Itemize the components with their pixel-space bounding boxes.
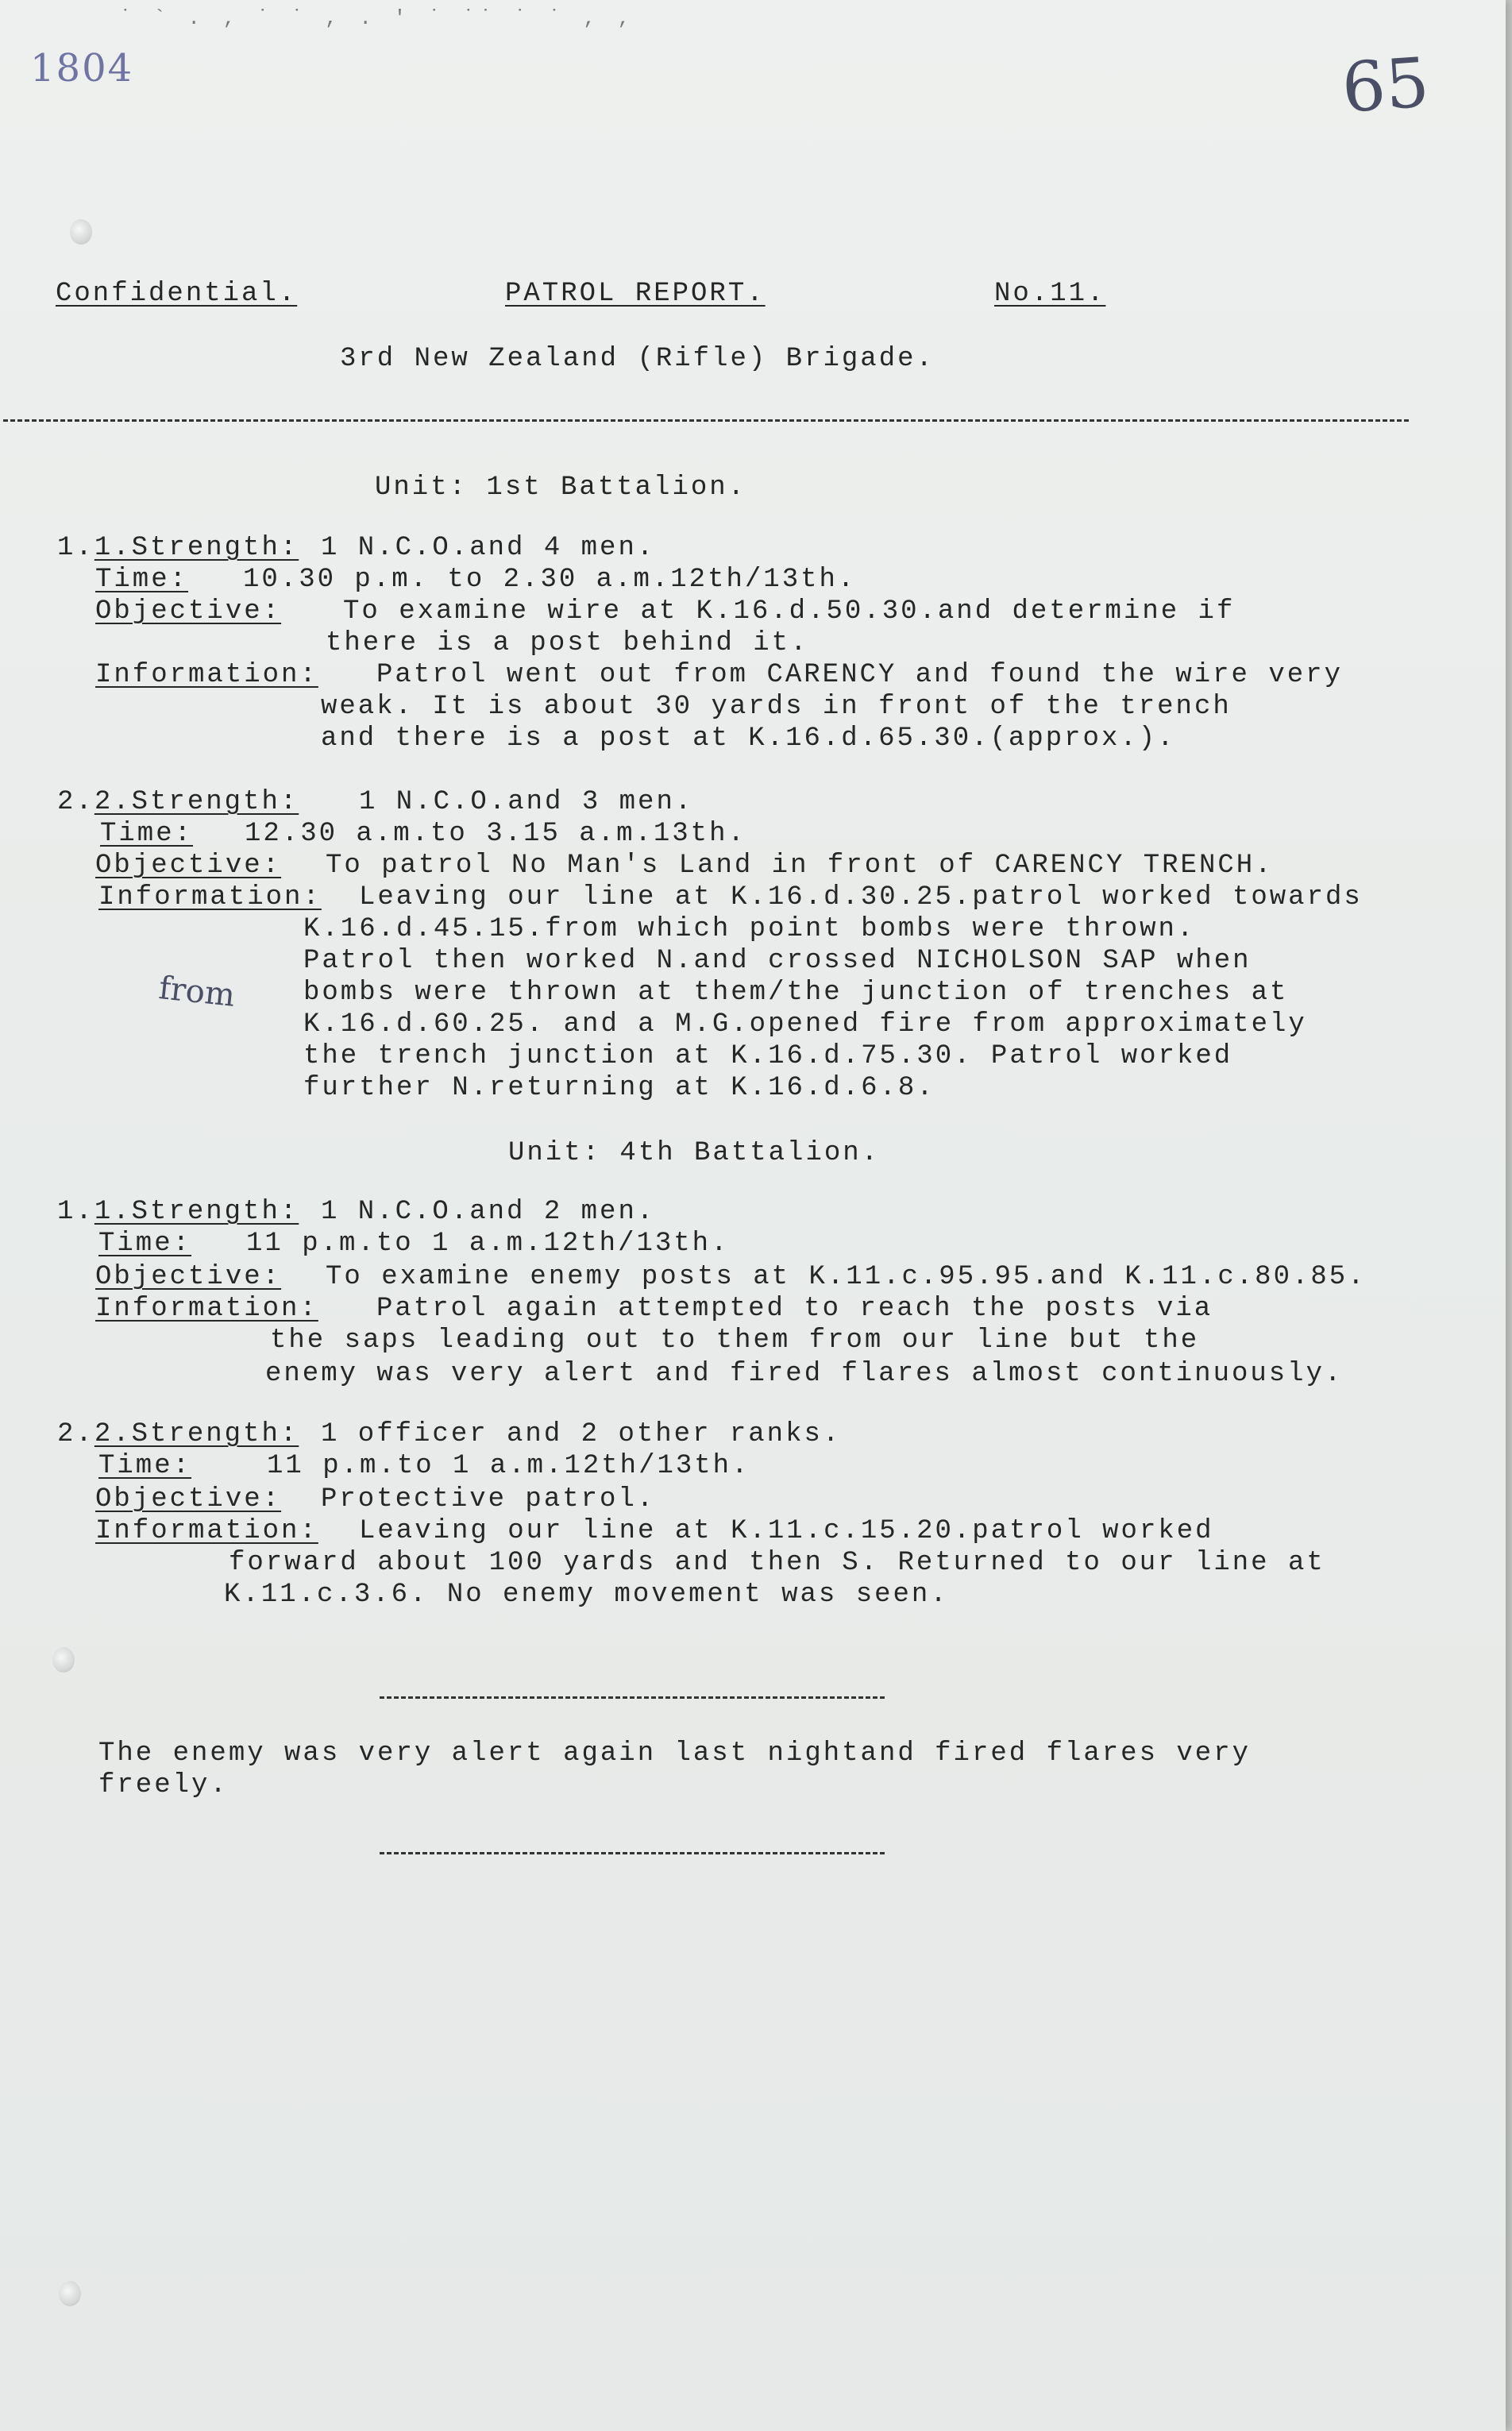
information-label: Information: xyxy=(98,882,322,913)
strength-label-text: 2.Strength: xyxy=(94,1419,299,1449)
strength-value: 1 N.C.O.and 2 men. xyxy=(321,1197,656,1227)
strength-label: 1.1.Strength: xyxy=(57,533,299,563)
punch-hole xyxy=(70,219,92,245)
objective-line: there is a post behind it. xyxy=(326,628,809,658)
objective-line: To examine enemy posts at K.11.c.95.95.and K.11.c.80.85. xyxy=(326,1262,1367,1292)
information-line: Patrol again attempted to reach the posts via xyxy=(376,1294,1213,1324)
information-line: Patrol then worked N.and crossed NICHOLSON SAP when xyxy=(303,946,1252,976)
objective-line: Protective patrol. xyxy=(321,1484,656,1515)
brigade-name: 3rd New Zealand (Rifle) Brigade. xyxy=(340,344,935,374)
information-line: K.16.d.60.25. and a M.G.opened fire from approximately xyxy=(303,1009,1307,1040)
unit-heading-4th-battalion: Unit: 4th Battalion. xyxy=(508,1138,881,1168)
confidential-label: Confidential. xyxy=(56,279,298,309)
information-line: Patrol went out from CARENCY and found the wire very xyxy=(376,660,1343,690)
strength-label-text: 2.Strength: xyxy=(94,787,299,817)
information-line: bombs were thrown at them/the junction of trenches at xyxy=(303,978,1289,1008)
information-line: the saps leading out to them from our line but the xyxy=(270,1325,1200,1356)
time-label: Time: xyxy=(100,819,194,849)
punch-hole xyxy=(52,1647,75,1673)
time-value: 11 p.m.to 1 a.m.12th/13th. xyxy=(267,1451,750,1481)
information-line: further N.returning at K.16.d.6.8. xyxy=(303,1073,935,1103)
dashed-divider xyxy=(380,1852,885,1854)
information-label: Information: xyxy=(95,1516,318,1546)
time-label: Time: xyxy=(98,1451,192,1481)
objective-label: Objective: xyxy=(95,1484,282,1515)
information-line: the trench junction at K.16.d.75.30. Patrol worked xyxy=(303,1041,1233,1071)
strength-value: 1 officer and 2 other ranks. xyxy=(321,1419,842,1449)
time-label: Time: xyxy=(98,1229,192,1259)
objective-label: Objective: xyxy=(95,596,282,627)
information-line: weak. It is about 30 yards in front of the trench xyxy=(321,692,1232,722)
registry-stamp-number: 1804 xyxy=(30,46,134,91)
time-label: Time: xyxy=(95,565,189,595)
information-line: enemy was very alert and fired flares almost continuously. xyxy=(265,1359,1344,1389)
objective-label: Objective: xyxy=(95,1262,282,1292)
information-line: and there is a post at K.16.d.65.30.(approx.). xyxy=(321,724,1176,754)
time-value: 12.30 a.m.to 3.15 a.m.13th. xyxy=(245,819,746,849)
information-label: Information: xyxy=(95,660,318,690)
summary-line: The enemy was very alert again last nightand fired flares very xyxy=(98,1738,1252,1769)
strength-label: 2.2.Strength: xyxy=(57,1419,299,1449)
information-line: forward about 100 yards and then S. Returned to our line at xyxy=(229,1548,1325,1578)
summary-line: freely. xyxy=(98,1770,229,1800)
strength-label-text: 1.Strength: xyxy=(94,533,299,563)
objective-label: Objective: xyxy=(95,851,282,881)
unit-heading-1st-battalion: Unit: 1st Battalion. xyxy=(375,473,747,503)
information-label: Information: xyxy=(95,1294,318,1324)
punch-hole xyxy=(59,2281,81,2306)
information-line: K.16.d.45.15.from which point bombs were thrown. xyxy=(303,914,1196,944)
information-line: K.11.c.3.6. No enemy movement was seen. xyxy=(224,1580,949,1610)
information-line: Leaving our line at K.16.d.30.25.patrol worked towards xyxy=(359,882,1363,913)
strength-label: 2.2.Strength: xyxy=(57,787,299,817)
top-edge-marks: ˙ ` . ‚ ˙ ˙ , . ' ˙ ˙˙ ˙ ˙ ‚ ‚ xyxy=(119,6,634,30)
strength-label-text: 1.Strength: xyxy=(94,1197,299,1227)
information-line: Leaving our line at K.11.c.15.20.patrol worked xyxy=(359,1516,1214,1546)
objective-line: To patrol No Man's Land in front of CARENCY TRENCH. xyxy=(326,851,1274,881)
strength-value: 1 N.C.O.and 4 men. xyxy=(321,533,656,563)
objective-line: To examine wire at K.16.d.50.30.and determine if xyxy=(343,596,1236,627)
time-value: 10.30 p.m. to 2.30 a.m.12th/13th. xyxy=(243,565,857,595)
handwritten-margin-note: from xyxy=(156,970,237,1014)
handwritten-page-number: 65 xyxy=(1339,43,1432,129)
dashed-divider xyxy=(3,419,1409,422)
report-number: No.11. xyxy=(994,279,1106,309)
strength-value: 1 N.C.O.and 3 men. xyxy=(359,787,694,817)
report-title: PATROL REPORT. xyxy=(505,279,766,309)
time-value: 11 p.m.to 1 a.m.12th/13th. xyxy=(246,1229,730,1259)
dashed-divider xyxy=(380,1696,885,1699)
strength-label: 1.1.Strength: xyxy=(57,1197,299,1227)
